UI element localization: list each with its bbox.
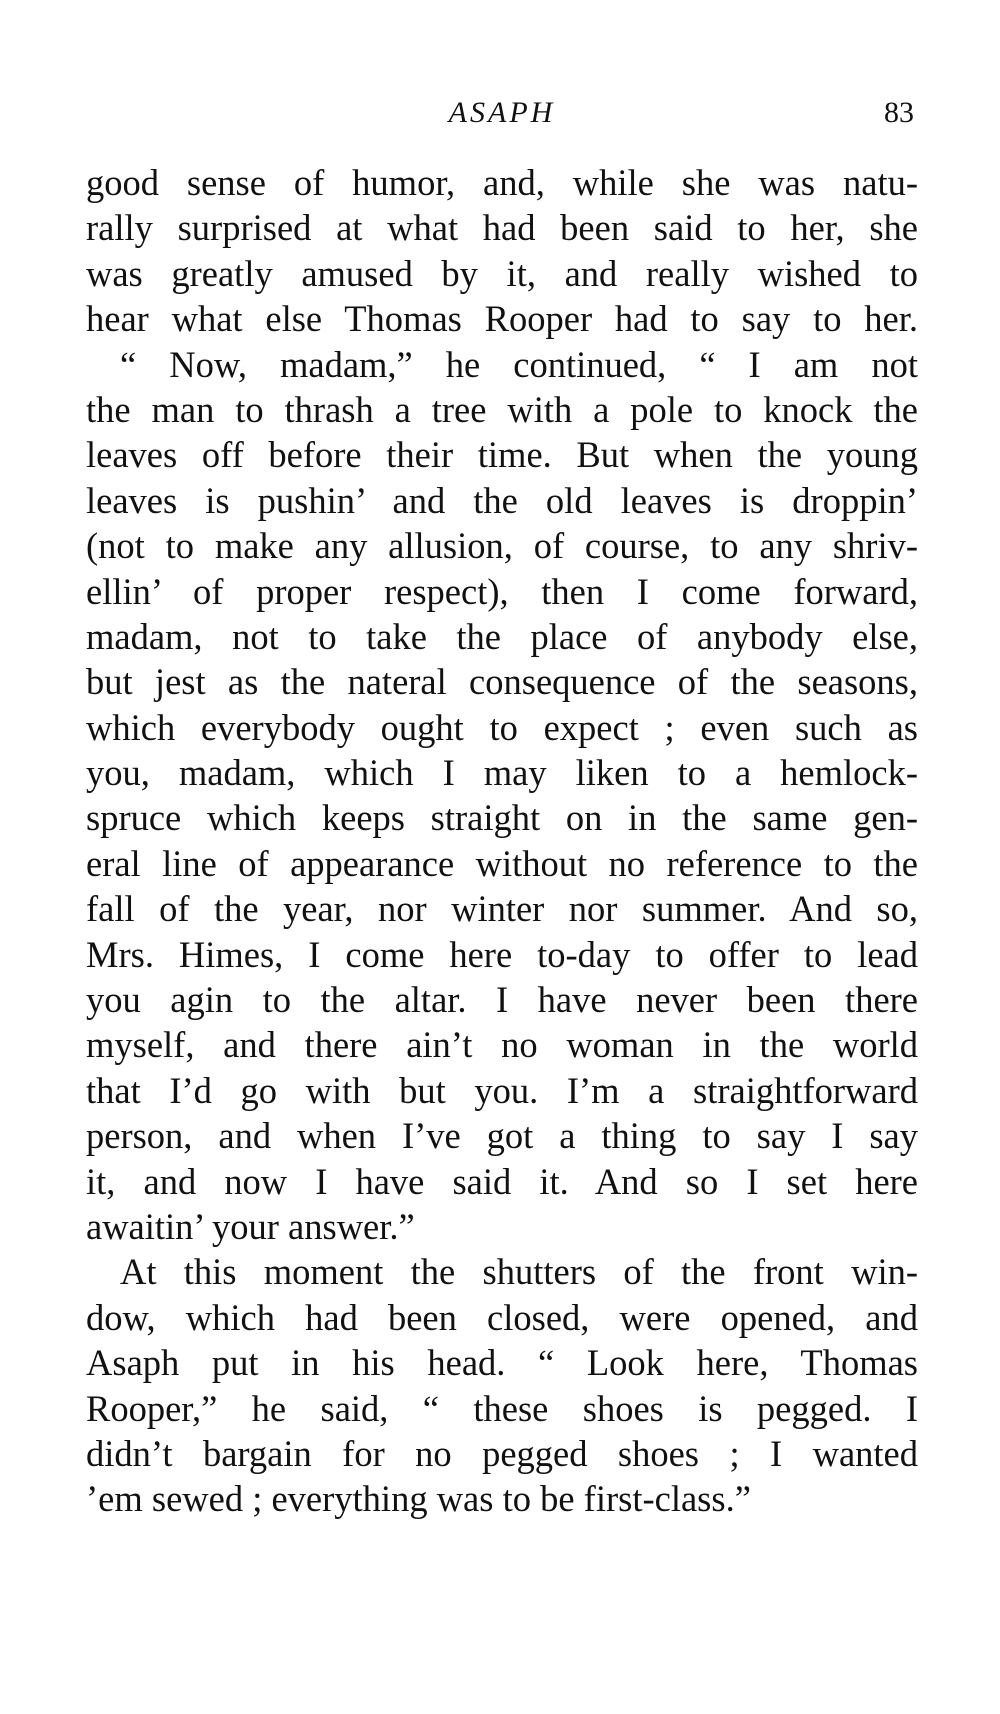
page-number: 83: [884, 96, 914, 129]
text-line: but jest as the nateral consequence of the seasons,: [86, 661, 918, 703]
text-line: you agin to the altar. I have never been there: [86, 979, 918, 1021]
text-line: dow, which had been closed, were opened, and: [86, 1296, 918, 1338]
text-line: (not to make any allusion, of course, to any shriv-: [86, 525, 918, 567]
text-line: didn’t bargain for no pegged shoes ; I wanted: [86, 1432, 918, 1474]
text-line: Asaph put in his head. “ Look here, Thomas: [86, 1342, 918, 1384]
text-line: At this moment the shutters of the front win-: [120, 1251, 918, 1293]
text-line: good sense of humor, and, while she was natu-: [86, 162, 918, 203]
text-line: spruce which keeps straight on in the same gen-: [86, 797, 918, 839]
text-line: hear what else Thomas Rooper had to say to her.: [86, 298, 918, 340]
text-line: which everybody ought to expect ; even such as: [86, 706, 918, 748]
text-line: leaves is pushin’ and the old leaves is droppin’: [86, 479, 918, 521]
text-line: it, and now I have said it. And so I set here: [86, 1160, 918, 1202]
text-line: the man to thrash a tree with a pole to knock the: [86, 388, 918, 430]
text-line: Rooper,” he said, “ these shoes is pegged. I: [86, 1387, 918, 1429]
text-line: ellin’ of proper respect), then I come forward,: [86, 570, 918, 612]
text-line: that I’d go with but you. I’m a straightforward: [86, 1069, 918, 1111]
text-line: was greatly amused by it, and really wished to: [86, 252, 918, 294]
text-line: madam, not to take the place of anybody else,: [86, 615, 918, 657]
running-head: [86, 96, 918, 136]
text-line: ’em sewed ; everything was to be first-class.”: [86, 1478, 751, 1520]
text-line: awaitin’ your answer.”: [86, 1205, 415, 1247]
text-line: myself, and there ain’t no woman in the world: [86, 1024, 918, 1066]
text-line: “ Now, madam,” he continued, “ I am not: [120, 343, 918, 385]
running-title: ASAPH: [448, 96, 556, 129]
body-text: [86, 160, 918, 1522]
text-line: rally surprised at what had been said to her, she: [86, 207, 918, 249]
text-line: fall of the year, nor winter nor summer. And so,: [86, 888, 918, 930]
text-line: Mrs. Himes, I come here to-day to offer to lead: [86, 933, 918, 975]
text-line: eral line of appearance without no reference to the: [86, 842, 918, 884]
text-line: person, and when I’ve got a thing to say I say: [86, 1115, 918, 1157]
text-line: you, madam, which I may liken to a hemlock-: [86, 752, 918, 794]
text-line: leaves off before their time. But when the young: [86, 434, 918, 476]
